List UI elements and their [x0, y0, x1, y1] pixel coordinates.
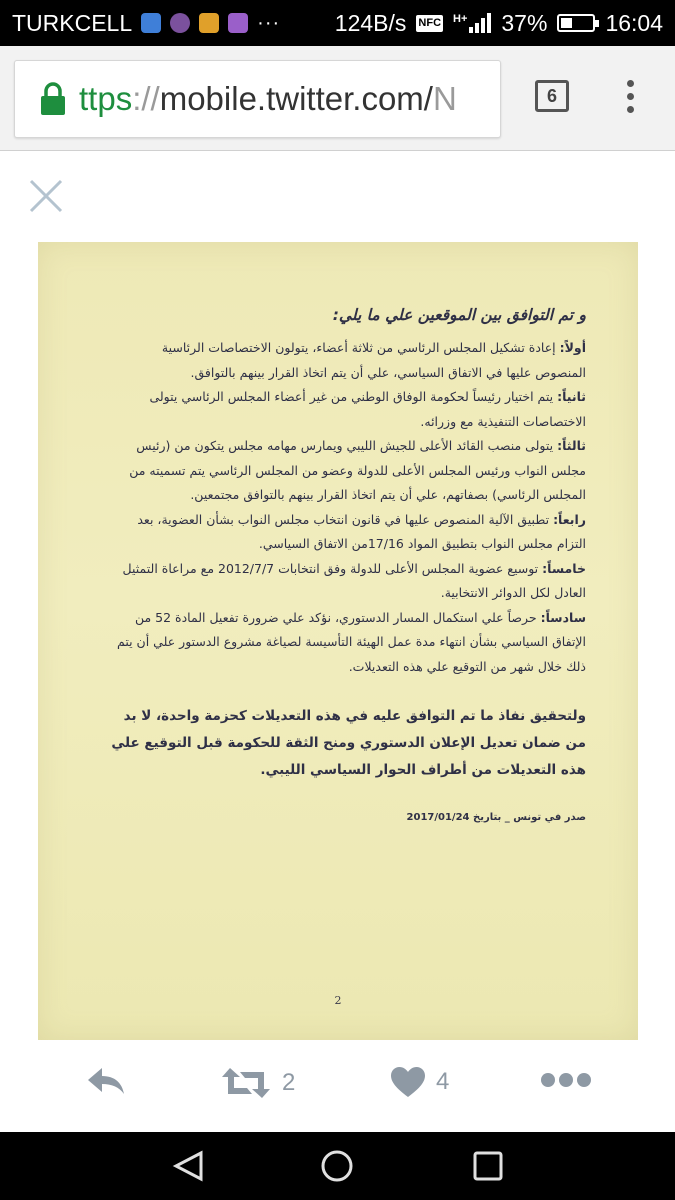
reply-button[interactable]	[86, 1066, 126, 1096]
retweet-icon	[220, 1066, 272, 1100]
network-type: H+	[453, 13, 468, 25]
url-separator: ://	[132, 80, 160, 117]
more-notifications-icon: ···	[257, 11, 281, 34]
gallery-icon	[228, 13, 248, 33]
signal-icon	[453, 13, 491, 33]
clause-label: أولاً:	[559, 340, 586, 355]
battery-percent: 37%	[501, 9, 548, 36]
clause-text: يتولى منصب القائد الأعلى للجيش الليبي ويمارس مهامه مجلس يتكون من (رئيس مجلس النواب ورئيس المجلس الأعلى للدولة وعضو من المجلس الرئاسي يتم تسميته من المجلس الرئاسي) بصفاتهم، علي أن يتم اتخاذ القرار بينهم بالتوافق مجتمعين.	[129, 438, 586, 502]
recents-icon[interactable]	[471, 1149, 505, 1183]
clause-text: يتم اختيار رئيساً لحكومة الوفاق الوطني من غير أعضاء المجلس الرئاسي يتولى الاختصاصات التنفيذية مع وزرائه.	[149, 389, 586, 429]
shazam-icon	[141, 13, 161, 33]
network-speed: 124B/s	[334, 9, 407, 36]
close-icon[interactable]	[28, 178, 64, 214]
heart-icon	[390, 1066, 426, 1098]
clause-text: توسيع عضوية المجلس الأعلى للدولة وفق انتخابات 2012/7/7 مع مراعاة التمثيل العادل لكل الدوائر الانتخابية.	[122, 560, 586, 600]
home-icon[interactable]	[320, 1149, 354, 1183]
document-clause	[108, 557, 586, 606]
url-scheme: ttps	[79, 80, 133, 117]
like-count: 4	[436, 1068, 450, 1095]
document-clause	[108, 434, 586, 508]
url-text[interactable]	[79, 80, 457, 118]
more-icon	[541, 1072, 591, 1088]
url-host: mobile.twitter.com/	[159, 80, 433, 117]
nfc-icon: NFC	[416, 15, 443, 32]
tweet-actions	[0, 1040, 675, 1132]
url-tail: N	[432, 80, 457, 117]
document-page	[108, 300, 586, 831]
battery-icon	[557, 14, 595, 32]
clause-text: تطبيق الآلية المنصوص عليها في قانون انتخاب مجلس النواب بشأن العضوية، بعد التزام مجلس النواب بتطبيق المواد 17/16من الاتفاق السياسي.	[137, 511, 586, 551]
tweet-photo[interactable]	[38, 242, 638, 1040]
document-heading: و تم التوافق بين الموقعين علي ما يلي:	[332, 306, 586, 324]
carrier-name: TURKCELL	[12, 9, 133, 36]
retweet-button[interactable]	[220, 1066, 295, 1100]
document-clause	[108, 508, 586, 557]
clause-label: سادساً:	[540, 609, 586, 625]
tab-switcher-button[interactable]: 6	[535, 80, 569, 112]
document-clause	[108, 606, 586, 680]
retweet-count: 2	[282, 1069, 296, 1096]
viber-icon	[170, 13, 190, 33]
reply-icon	[86, 1066, 126, 1096]
document-closing: ولتحقيق نفاذ ما تم التوافق عليه في هذه التعديلات كحزمة واحدة، لا بد من ضمان تعديل الإعلان الدستوري ومنح الثقة للحكومة قبل التوقيع علي هذه التعديلات من أطراف الحوار السياسي الليبي.	[111, 708, 586, 778]
back-icon[interactable]	[171, 1149, 205, 1183]
clause-text: حرصاً علي استكمال المسار الدستوري، نؤكد علي ضرورة تفعيل المادة 52 من الإتفاق السياسي بشأن انتهاء مدة عمل الهيئة التأسيسة لصياغة مشروع الدستور علي أن يتم ذلك خلال شهر من التوقيع علي هذه التعديلات.	[117, 609, 586, 674]
document-clause	[108, 385, 586, 434]
browser-toolbar	[0, 46, 675, 151]
clock: 16:04	[605, 9, 663, 36]
clause-label: ثالثاً:	[557, 438, 586, 453]
document-clause	[108, 336, 586, 385]
page-number: 2	[334, 994, 342, 1007]
address-bar[interactable]	[14, 60, 501, 138]
status-bar	[0, 0, 675, 46]
lock-icon	[39, 82, 67, 116]
clause-text: إعادة تشكيل المجلس الرئاسي من ثلاثة أعضاء، يتولون الاختصاصات الرئاسية المنصوص عليها في الاتفاق السياسي، علي أن يتم اتخاذ القرار بينهم بالتوافق.	[161, 340, 586, 380]
document-date: صدر في تونس _ بتاريخ 2017/01/24	[406, 812, 586, 823]
clause-label: خامساً:	[542, 560, 586, 576]
system-navigation-bar	[0, 1132, 675, 1200]
clause-label: رابعاً:	[553, 511, 586, 527]
overflow-menu-icon[interactable]	[620, 80, 642, 114]
battery-level	[561, 18, 572, 28]
more-options-button[interactable]	[541, 1072, 591, 1088]
briefcase-icon	[199, 13, 219, 33]
clause-label: ثانياً:	[557, 389, 586, 404]
like-button[interactable]	[390, 1066, 449, 1098]
